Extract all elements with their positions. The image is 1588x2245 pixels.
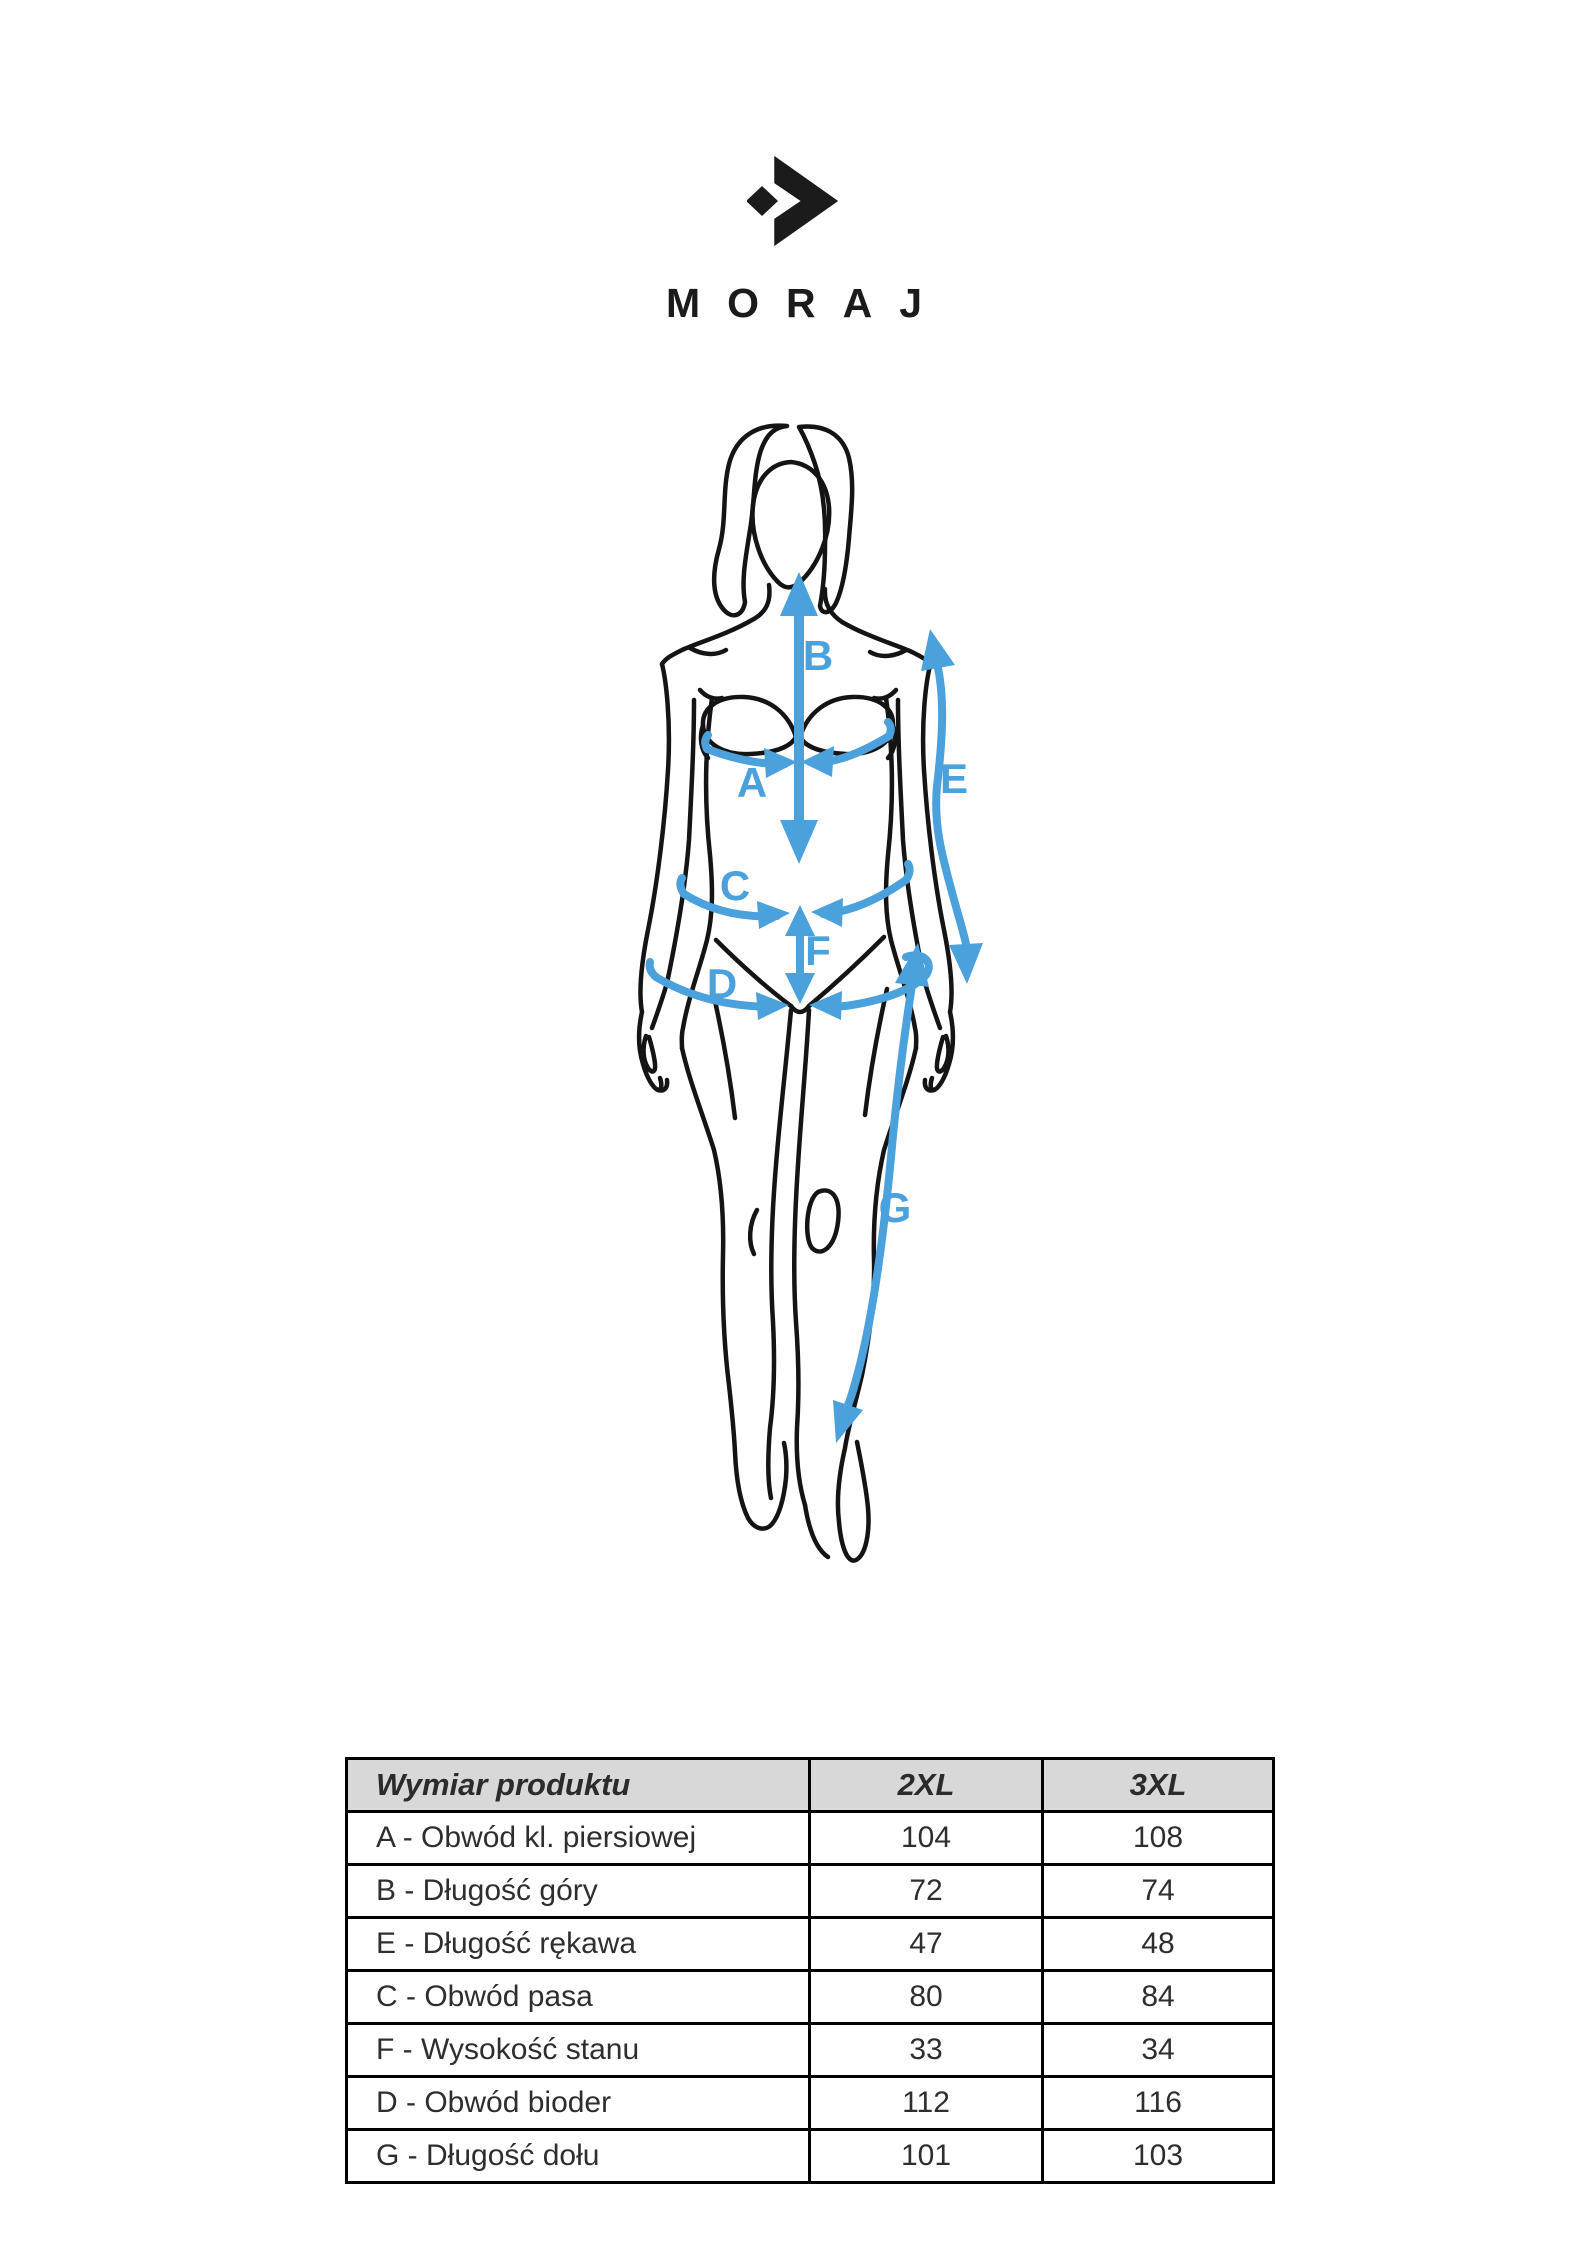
measure-label-b: B xyxy=(802,632,834,679)
table-header-row xyxy=(347,1759,1274,1812)
table-row xyxy=(347,1812,1274,1865)
value-2xl-cell: 104 xyxy=(810,1812,1043,1865)
measurement-label-cell: C - Obwód pasa xyxy=(347,1971,810,2024)
table-row xyxy=(347,2077,1274,2130)
measurement-label-cell: G - Długość dołu xyxy=(347,2130,810,2183)
measurement-label-cell: D - Obwód bioder xyxy=(347,2077,810,2130)
value-3xl-cell: 103 xyxy=(1043,2130,1274,2183)
brand-wordmark: MORAJ xyxy=(665,280,950,326)
value-2xl-cell: 47 xyxy=(810,1918,1043,1971)
table-row xyxy=(347,2130,1274,2183)
table-row xyxy=(347,2024,1274,2077)
size-table xyxy=(345,1757,1275,2184)
value-2xl-cell: 112 xyxy=(810,2077,1043,2130)
value-3xl-cell: 84 xyxy=(1043,1971,1274,2024)
header-size-3xl: 3XL xyxy=(1043,1759,1274,1812)
header-size-2xl: 2XL xyxy=(810,1759,1043,1812)
measurement-label-cell: B - Długość góry xyxy=(347,1865,810,1918)
size-table-body xyxy=(347,1812,1274,2183)
value-3xl-cell: 116 xyxy=(1043,2077,1274,2130)
measure-label-a: A xyxy=(736,759,768,806)
measure-label-c: C xyxy=(719,862,751,909)
value-3xl-cell: 108 xyxy=(1043,1812,1274,1865)
measure-label-g: G xyxy=(878,1184,912,1231)
table-row xyxy=(347,1971,1274,2024)
measure-label-d: D xyxy=(706,960,738,1007)
value-3xl-cell: 48 xyxy=(1043,1918,1274,1971)
measurement-label-cell: F - Wysokość stanu xyxy=(347,2024,810,2077)
value-2xl-cell: 33 xyxy=(810,2024,1043,2077)
measurement-label-cell: E - Długość rękawa xyxy=(347,1918,810,1971)
measurement-label-cell: A - Obwód kl. piersiowej xyxy=(347,1812,810,1865)
value-2xl-cell: 80 xyxy=(810,1971,1043,2024)
value-3xl-cell: 74 xyxy=(1043,1865,1274,1918)
table-row xyxy=(347,1918,1274,1971)
measure-arrow-e xyxy=(921,629,983,984)
measure-label-e: E xyxy=(939,755,969,802)
measure-label-f: F xyxy=(805,927,831,974)
value-3xl-cell: 34 xyxy=(1043,2024,1274,2077)
value-2xl-cell: 72 xyxy=(810,1865,1043,1918)
table-row xyxy=(347,1865,1274,1918)
header-dimension: Wymiar produktu xyxy=(347,1759,810,1812)
size-table-header xyxy=(347,1759,1274,1812)
value-2xl-cell: 101 xyxy=(810,2130,1043,2183)
